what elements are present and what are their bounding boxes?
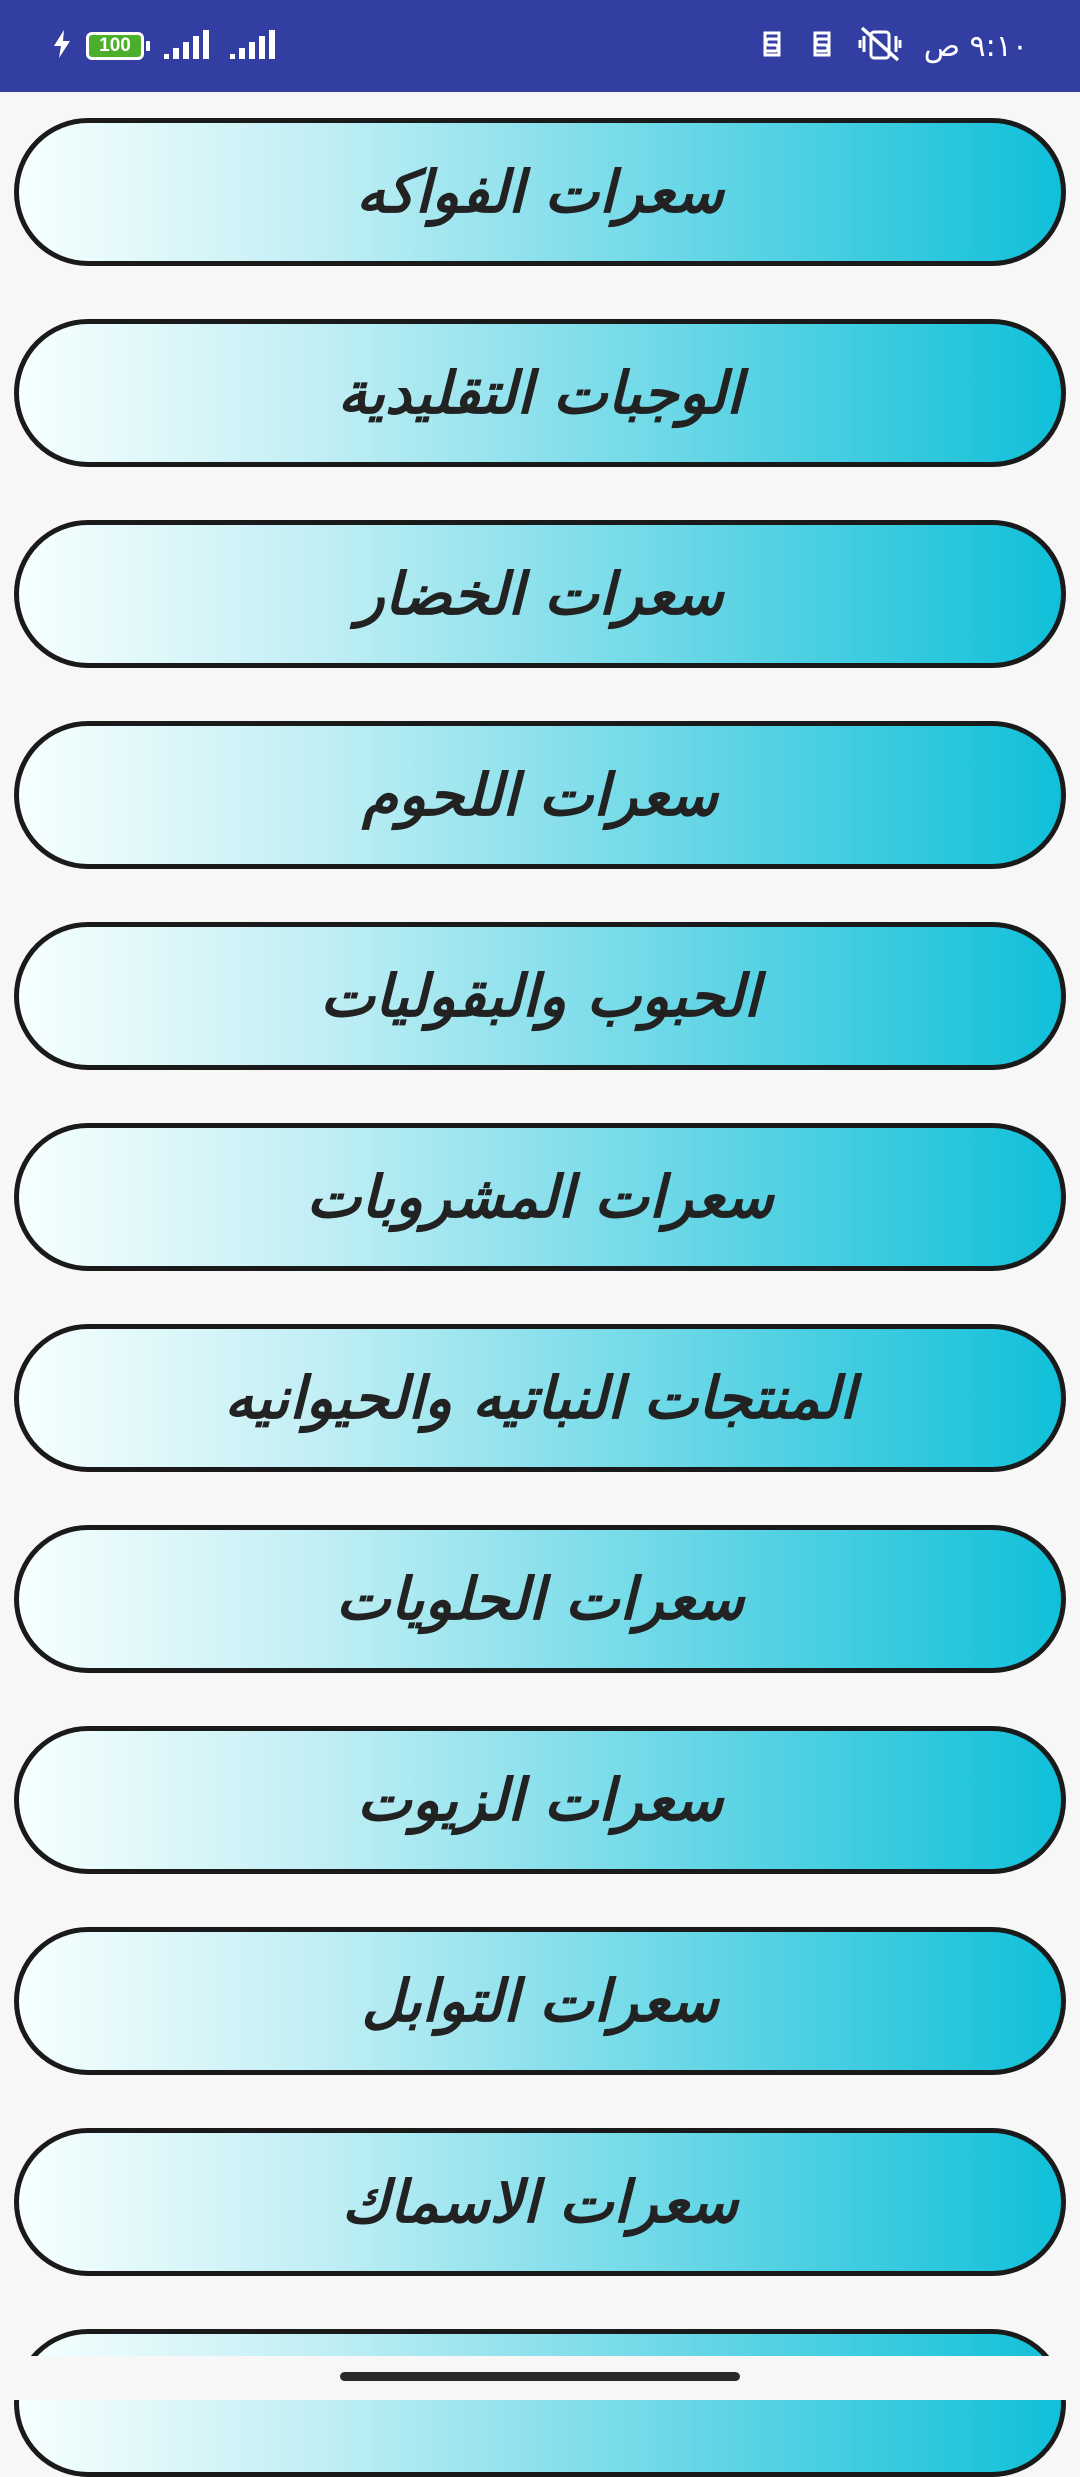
- category-button-grains-legumes[interactable]: [14, 922, 1066, 1070]
- category-label: المنتجات النباتيه والحيوانيه: [224, 1364, 856, 1432]
- battery-tip: [146, 41, 150, 51]
- sync-icon: [808, 28, 836, 64]
- category-button-partial[interactable]: [14, 2329, 1066, 2477]
- category-label: سعرات الخضار: [356, 560, 724, 628]
- category-button-plant-animal-products[interactable]: [14, 1324, 1066, 1472]
- category-label: سعرات الفواكه: [356, 158, 724, 226]
- category-button-meats[interactable]: [14, 721, 1066, 869]
- category-button-fish[interactable]: [14, 2128, 1066, 2276]
- category-label: سعرات المشروبات: [306, 1163, 774, 1231]
- category-label: سعرات اللحوم: [362, 761, 718, 829]
- home-indicator[interactable]: [340, 2372, 740, 2381]
- charging-icon: [52, 29, 72, 63]
- category-button-spices[interactable]: [14, 1927, 1066, 2075]
- signal-icon: [230, 28, 282, 64]
- category-button-oils[interactable]: [14, 1726, 1066, 1874]
- category-label: سعرات التوابل: [361, 1967, 719, 2035]
- category-label: سعرات الزيوت: [357, 1766, 723, 1834]
- category-button-vegetables[interactable]: [14, 520, 1066, 668]
- sync-icon: [758, 28, 786, 64]
- clock: ٩:١٠ ص: [923, 28, 1028, 64]
- category-label: الوجبات التقليدية: [337, 359, 743, 427]
- category-button-fruits[interactable]: [14, 118, 1066, 266]
- status-bar: [0, 0, 1080, 92]
- vibrate-off-icon: [858, 26, 902, 66]
- category-button-sweets[interactable]: [14, 1525, 1066, 1673]
- status-bar-left: [52, 0, 282, 92]
- battery-icon: [86, 32, 150, 60]
- battery-level: 100: [86, 32, 144, 60]
- category-button-traditional-meals[interactable]: [14, 319, 1066, 467]
- category-label: الحبوب والبقوليات: [320, 962, 760, 1030]
- status-bar-right: [758, 0, 1028, 92]
- signal-icon: [164, 28, 216, 64]
- category-label: سعرات الحلويات: [335, 1565, 745, 1633]
- category-label: سعرات الاسماك: [341, 2168, 739, 2236]
- category-button-drinks[interactable]: [14, 1123, 1066, 1271]
